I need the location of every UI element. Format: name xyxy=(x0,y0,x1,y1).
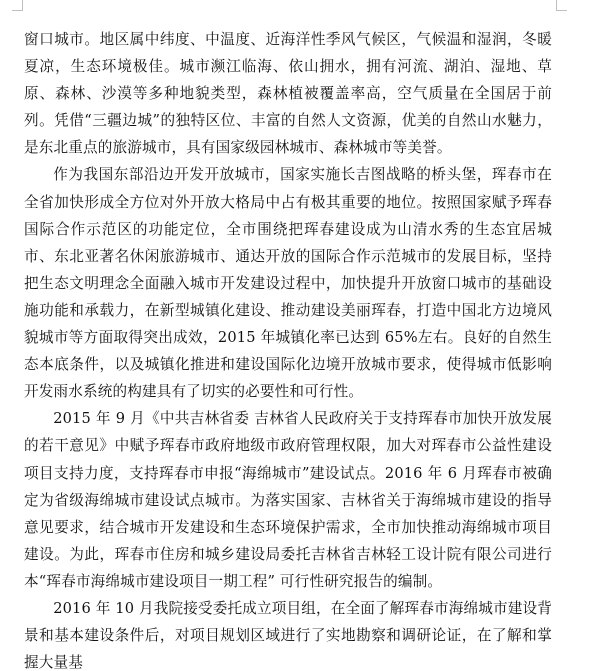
paragraph-project-commission: 2016 年 10 月我院接受委托成立项目组，在全面了解珲春市海绵城市建设背景和基本建设条件后，对项目规划区域进行了实地勘察和调研论证，在了解和掌握大量基 xyxy=(24,599,552,671)
paragraph-opening-development: 作为我国东部沿边开发开放城市，国家实施长吉图战略的桥头堡，珲春市在全省加快形成全方位对外开放大格局中占有极其重要的地位。按照国家赋予珲春国际合作示范区的功能定位，全市围绕把珲春建设成为山清水秀的生态宜居城市、东北亚著名休闲旅游城市、通达开放的国际合作示范城市的发展目标，坚持把生态文明理念全面融入城市开发建设过程中，加快提升开放窗口城市的基础设施功能和承载力，在新型城镇化建设、推动建设美丽珲春，打造中国北方边境风貌城市等方面取得突出成效，2015 年城镇化率已达到 65%左右。良好的自然生态本底条件，以及城镇化推进和建设国际化边境开放城市要求，使得城市低影响开发雨水系统的构建具有了切实的必要性和可行性。 xyxy=(24,166,552,401)
paragraph-sponge-city-policy: 2015 年 9 月《中共吉林省委 吉林省人民政府关于支持珲春市加快开放发展的若干意见》中赋予珲春市政府地级市政府管理权限，加大对珲春市公益性建设项目支持力度，支持珲春市申报“海绵城市”建设试点。2016 年 6 月珲春市被确定为省级海绵城市建设试点城市。为落实国家、吉林省关于海绵城市建设的指导意见要求，结合城市开发建设和生态环境保护需求，全市加快推动海绵城市项目建设。为此，珲春市住房和城乡建设局委托吉林省吉林轻工设计院有限公司进行本“珲春市海绵城市建设项目一期工程” 可行性研究报告的编制。 xyxy=(24,410,552,590)
paragraph-city-overview: 窗口城市。地区属中纬度、中温度、近海洋性季风气候区，气候温和湿润，冬暖夏凉，生态环境极佳。城市濒江临海、依山拥水，拥有河流、湖泊、湿地、草原、森林、沙漠等多种地貌类型，森林植被覆盖率高，空气质量在全国居于前列。凭借“三疆边城”的独特区位、丰富的自然人文资源，优美的自然山水魅力，是东北重点的旅游城市，具有国家级园林城市、森林城市等美誉。 xyxy=(24,31,552,157)
page-corner-mark-right xyxy=(556,0,567,11)
page-corner-mark-left xyxy=(12,0,23,11)
document-body[interactable] xyxy=(24,26,552,671)
